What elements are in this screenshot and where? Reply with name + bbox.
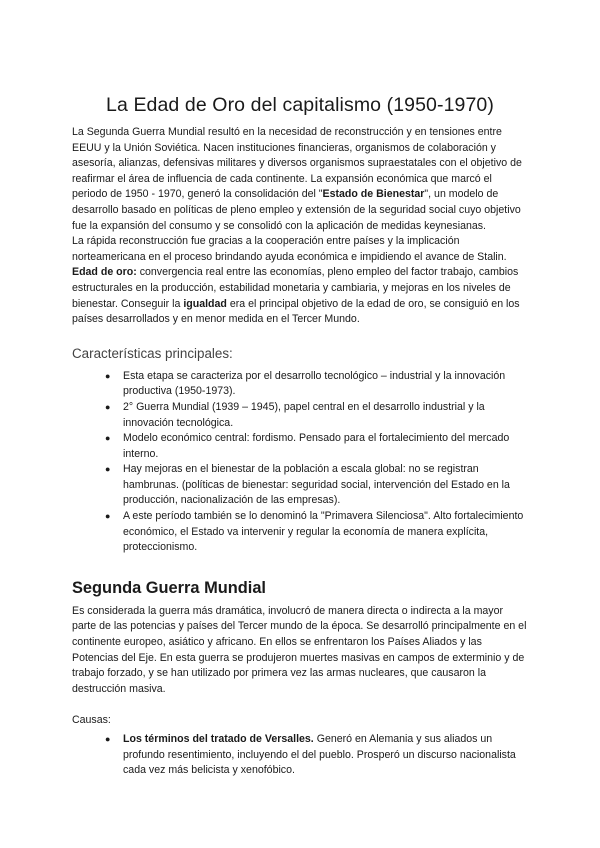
bullet-icon: ● — [105, 734, 111, 744]
bullet-icon: ● — [105, 511, 111, 522]
list-item-text: 2° Guerra Mundial (1939 – 1945), papel central en el desarrollo industrial y la innovación tecnológica. — [123, 400, 485, 429]
igualdad-bold: igualdad — [183, 297, 227, 310]
list-item — [105, 509, 528, 556]
list-item — [105, 462, 528, 509]
causas-list — [72, 732, 528, 779]
ww2-paragraph: Es considerada la guerra más dramática, involucró de manera directa o indirecta a la mayor parte de las potencias y países del Tercer mundo de la época. Se desarrolló principalmente en el continente europeo, asiático y africano. En ellos se enfrentaron los Países Aliados y las Potencias del Eje. En esta guerra se produjeron muertes masivas en campos de exterminio y de trabajo forzado, y se han utilizado por primera vez las armas nucleares, que causaron la destrucción masiva. — [72, 604, 527, 695]
intro-paragraph — [72, 125, 528, 234]
edad-de-oro-label: Edad de oro: — [72, 266, 137, 279]
document-title: La Edad de Oro del capitalismo (1950-1970) — [106, 94, 494, 116]
list-item — [105, 400, 528, 431]
edad-de-oro-text: convergencia real entre las economías, pleno empleo del factor trabajo, cambios estructurales en la producción, estabilidad monetaria y cambiaria, y mejoras en los niveles de bienestar. Conseguir la — [72, 266, 519, 310]
list-item — [105, 732, 528, 779]
bullet-icon: ● — [105, 370, 111, 381]
edad-de-oro-text-cont: era el principal objetivo de la edad de oro, se consiguió en los países desarrollados y en menor medida en el Tercer Mundo. — [72, 297, 520, 326]
intro-text: La Segunda Guerra Mundial resultó en la necesidad de reconstrucción y en tensiones entre EEUU y la Unión Soviética. Nacen instituciones financieras, organismos de colaboración y asesoría, alianzas, defensivas militares y diversos organismos supraestatales con el objetivo de reafirmar el área de influencia de cada continente. La expansión económica que marcó el periodo de 1950 - 1970, generó la consolidación del " — [72, 126, 522, 201]
ww2-heading: Segunda Guerra Mundial — [72, 578, 266, 597]
list-item — [105, 369, 528, 400]
list-item-text: Modelo económico central: fordismo. Pensado para el fortalecimiento del mercado interno. — [123, 432, 510, 460]
list-item-text: A este período también se lo denominó la "Primavera Silenciosa". Alto fortalecimiento económico, el Estado va intervenir y regular la economía de manera explícita, proteccionismo. — [123, 510, 524, 554]
characteristics-heading: Características principales: — [72, 345, 233, 361]
list-item-text: Esta etapa se caracteriza por el desarrollo tecnológico – industrial y la innovación productiva (1950-1973). — [123, 369, 506, 398]
causa-title: Los términos del tratado de Versalles. — [123, 733, 314, 745]
intro-text-cont: ", un modelo de desarrollo basado en políticas de pleno empleo y extensión de la seguridad social cuyo objetivo fue la expansión del consumo y se consolidó con la aplicación de medidas keynesianas. — [72, 188, 521, 232]
bullet-icon: ● — [105, 464, 111, 475]
causa-text: Generó en Alemania y sus aliados un profundo resentimiento, incluyendo el del pueblo. Prosperó un discurso nacionalista cada vez más belicista y xenofóbico. — [123, 733, 516, 777]
causas-label: Causas: — [72, 714, 111, 727]
list-item-text: Hay mejoras en el bienestar de la población a escala global: no se registran hambrunas. (políticas de bienestar: seguridad social, intervención del Estado en la producción, nacionalización de las empresas). — [123, 463, 510, 507]
bullet-icon: ● — [105, 433, 111, 444]
edad-de-oro-paragraph — [72, 265, 528, 327]
bullet-icon: ● — [105, 401, 111, 412]
estado-bienestar-bold: Estado de Bienestar — [322, 188, 425, 201]
reconstruction-paragraph: La rápida reconstrucción fue gracias a la cooperación entre países y la implicación norteamericana en el proceso brindando ayuda económica e impidiendo el avance de Stalin. — [72, 235, 507, 263]
characteristics-list — [72, 369, 528, 556]
list-item — [105, 431, 528, 462]
